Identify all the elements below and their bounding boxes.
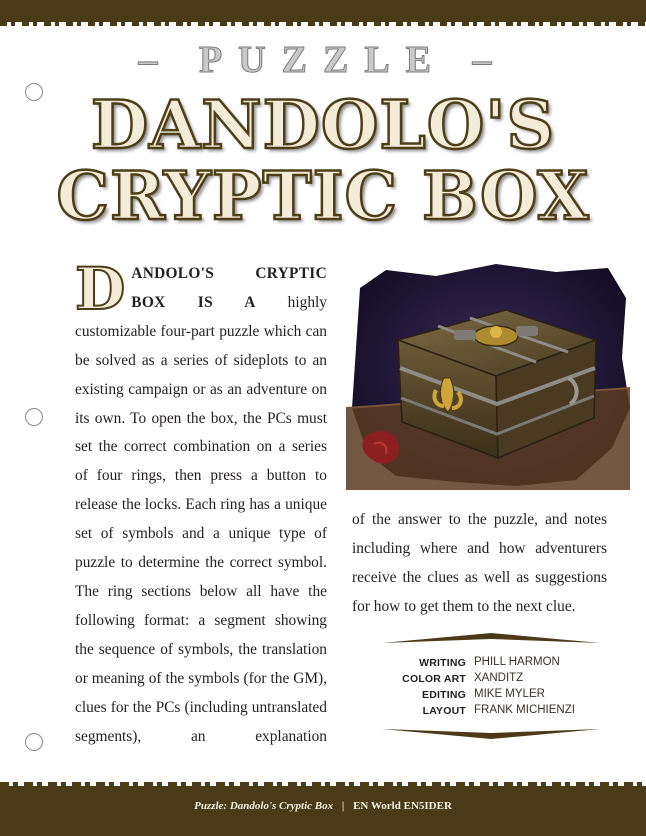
- page-footer: [0, 786, 646, 836]
- credit-name: MIKE MYLER: [474, 688, 545, 700]
- credit-name: FRANK MICHIENZI: [474, 704, 575, 716]
- credit-name: XANDITZ: [474, 672, 524, 684]
- page-title-line-2: CRYPTIC BOX: [56, 157, 590, 235]
- credit-row-writing: [382, 656, 600, 672]
- credit-row-layout: [382, 704, 600, 720]
- body-column-left: [75, 255, 327, 751]
- footer-title: Puzzle: Dandolo's Cryptic Box: [194, 800, 334, 812]
- credits-box: [382, 632, 600, 744]
- lead-in: ANDOLO'S CRYPTIC BOX IS A: [131, 265, 327, 311]
- cryptic-box-illustration: [346, 258, 630, 490]
- page-title-line-1: DANDOLO'S: [90, 86, 556, 164]
- binder-hole-icon: [25, 408, 43, 426]
- footer-separator: |: [341, 800, 345, 812]
- credit-role: WRITING: [419, 657, 466, 669]
- paragraph-col1: highly customizable four-part puzzle which can be solved as a series of sideplots to an existing campaign or as an adventure on its own. To open the box, the PCs must set the correct combination on a series of four rings, then press a button to release the locks. Each ring has a unique set of symbols and a unique type of puzzle to determine the correct symbol. The ring sections below all have the following format: a segment showing the sequence of symbols, the translation or meaning of the symbols (for the GM), clues for the PCs (including untranslated segments), an explanation: [75, 293, 327, 745]
- credit-row-color-art: [382, 672, 600, 688]
- credit-role: LAYOUT: [422, 705, 466, 717]
- credit-row-editing: [382, 688, 600, 704]
- section-kicker: – PUZZLE –: [138, 39, 508, 81]
- credits-rule-bottom: [382, 728, 600, 740]
- credit-role: EDITING: [422, 689, 466, 701]
- drop-cap: D: [75, 255, 126, 323]
- top-border: [0, 0, 646, 22]
- credit-name: PHILL HARMON: [474, 656, 560, 668]
- binder-hole-icon: [25, 733, 43, 751]
- credits-rule-top: [382, 632, 600, 644]
- footer-text: [0, 800, 646, 812]
- credit-role: COLOR ART: [402, 673, 466, 685]
- footer-brand: EN World EN5IDER: [353, 800, 452, 812]
- body-column-right: of the answer to the puzzle, and notes including where and how adventurers receive the clues as well as suggestions for how to get them to the next clue.: [352, 511, 607, 615]
